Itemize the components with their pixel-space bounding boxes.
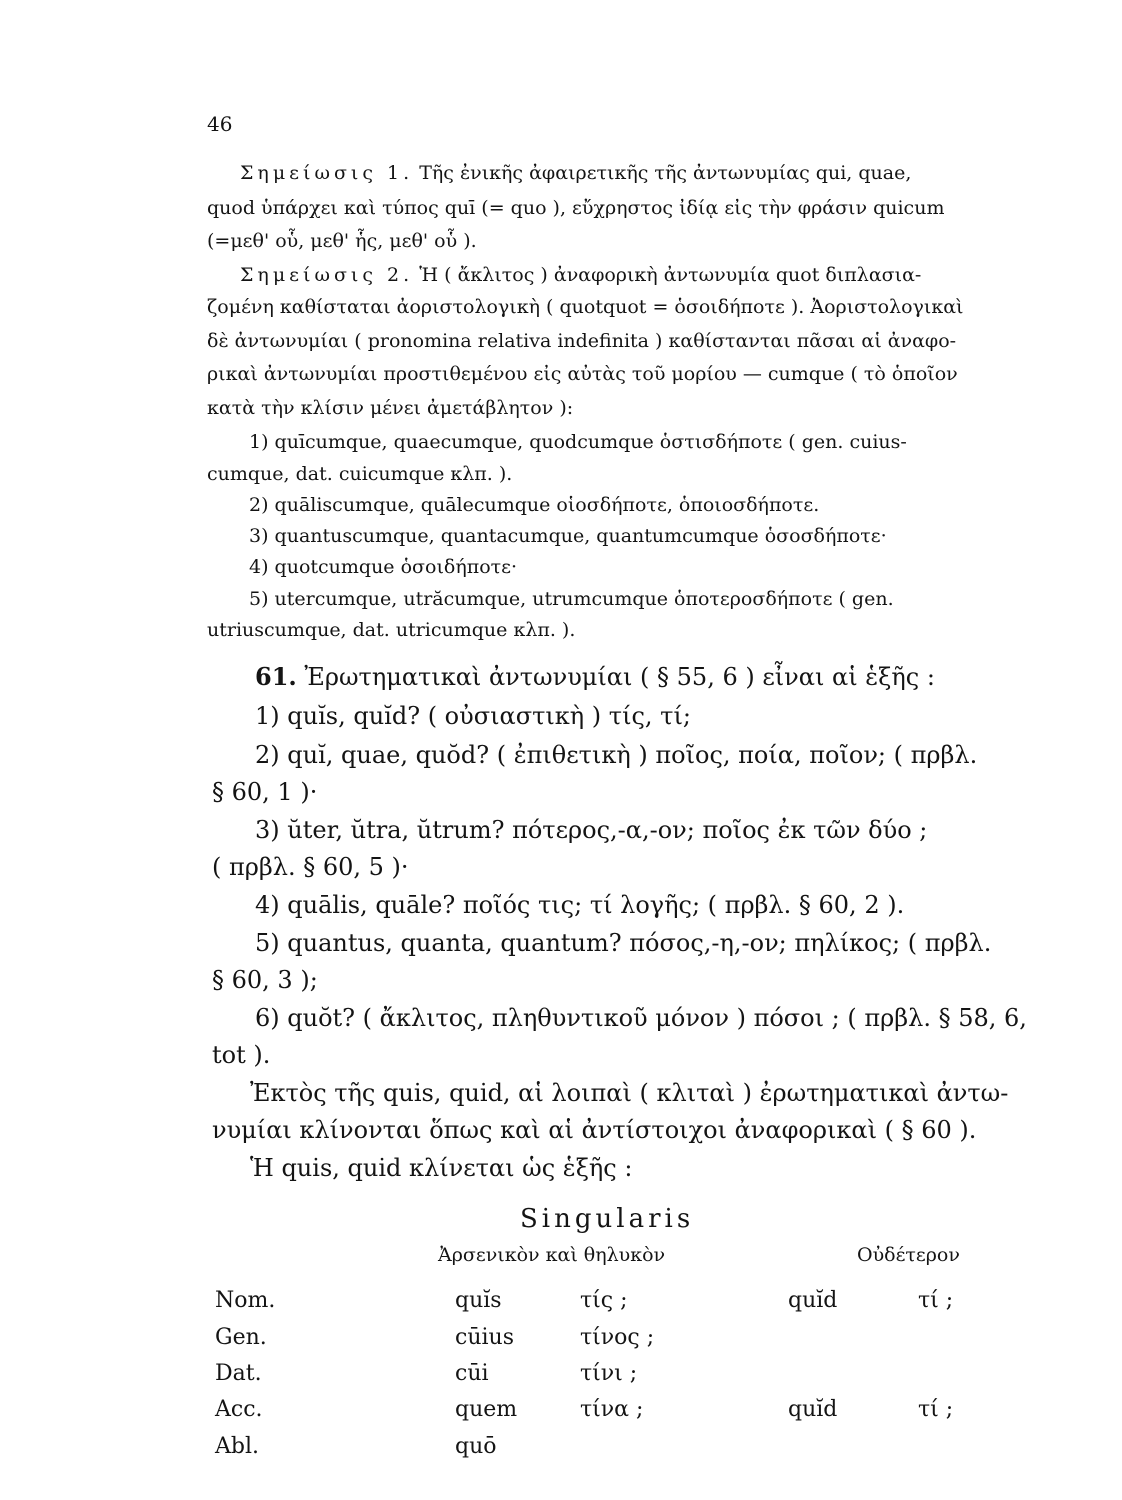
neuter-latin-form: quĭd [788, 1288, 838, 1313]
latin-form: cūius [455, 1325, 514, 1350]
note1-line-2: quod ὑπάρχει καὶ τύπος quī (= quo ), εὔχρηστος ἰδίᾳ εἰς τὴν φράσιν quicum [207, 197, 945, 219]
greek-form: τίνι ; [580, 1361, 638, 1386]
note2-line-1: Σημείωσις 2. Ἡ ( ἄκλιτος ) ἀναφορικὴ ἀντωνυμία quot διπλασια- [240, 264, 922, 286]
note1-label: Σημείωσις 1. [240, 162, 414, 184]
note1-line-1: Σημείωσις 1. Τῆς ἐνικῆς ἀφαιρετικῆς τῆς ἀντωνυμίας qui, quae, [240, 162, 912, 184]
note2-line-3: δὲ ἀντωνυμίαι ( pronomina relativa indefinita ) καθίστανται πᾶσαι αἱ ἀναφο- [207, 330, 957, 352]
greek-form: τίνα ; [580, 1397, 644, 1422]
greek-form: τίνος ; [580, 1325, 655, 1350]
latin-form: quĭs [455, 1288, 502, 1313]
note2-item-1-cont: cumque, dat. cuicumque κλπ. ). [207, 463, 513, 485]
neuter-greek-form: τί ; [918, 1288, 954, 1313]
case-label: Nom. [215, 1288, 276, 1313]
pronoun-line-3-cont: ( πρβλ. § 60, 5 )· [212, 853, 409, 881]
note2-item-5-cont: utriuscumque, dat. utricumque κλπ. ). [207, 619, 576, 641]
section-number: 61. [255, 662, 297, 691]
pronoun-line-6: 6) quŏt? ( ἄκλιτος, πληθυντικοῦ μόνον ) πόσοι ; ( πρβλ. § 58, 6, [255, 1004, 1027, 1032]
column-header-masc-fem: Ἀρσενικὸν καὶ θηλυκὸν [438, 1244, 666, 1266]
column-header-neuter: Οὐδέτερον [857, 1244, 960, 1266]
neuter-greek-form: τί ; [918, 1397, 954, 1422]
pronoun-line-2-cont: § 60, 1 )· [212, 778, 318, 806]
pronoun-line-4: 4) quālis, quāle? ποῖός τις; τί λογῆς; ( πρβλ. § 60, 2 ). [255, 891, 905, 919]
note2-item-3: 3) quantuscumque, quantacumque, quantumcumque ὁσοσδήποτε· [249, 525, 887, 547]
paragraph-line-3: Ἡ quis, quid κλίνεται ὡς ἑξῆς : [250, 1154, 633, 1182]
note2-item-1: 1) quīcumque, quaecumque, quodcumque ὁστισδήποτε ( gen. cuius- [249, 431, 907, 453]
neuter-latin-form: quĭd [788, 1397, 838, 1422]
table-title: Singularis [520, 1204, 695, 1234]
note2-item-2: 2) quāliscumque, quālecumque οἱοσδήποτε, ὁποιοσδήποτε. [249, 494, 820, 516]
note2-item-4: 4) quotcumque ὁσοιδήποτε· [249, 556, 518, 578]
paragraph-line-2: νυμίαι κλίνονται ὅπως καὶ αἱ ἀντίστοιχοι ἀναφορικαὶ ( § 60 ). [212, 1116, 977, 1144]
latin-form: quem [455, 1397, 518, 1422]
section-61-intro: 61. Ἐρωτηματικαὶ ἀντωνυμίαι ( § 55, 6 ) εἶναι αἱ ἑξῆς : [255, 662, 935, 691]
case-label: Dat. [215, 1361, 262, 1386]
note2-line-2: ζομένη καθίσταται ἀοριστολογικὴ ( quotquot = ὁσοιδήποτε ). Ἀοριστολογικαὶ [207, 296, 964, 318]
note2-item-5: 5) utercumque, utrăcumque, utrumcumque ὁποτεροσδήποτε ( gen. [249, 588, 894, 610]
pronoun-line-5-cont: § 60, 3 ); [212, 966, 318, 994]
case-label: Acc. [215, 1397, 263, 1422]
pronoun-line-2: 2) quĭ, quae, quŏd? ( ἐπιθετικὴ ) ποῖος, ποία, ποῖον; ( πρβλ. [255, 741, 978, 769]
pronoun-line-5: 5) quantus, quanta, quantum? πόσος,-η,-ον; πηλίκος; ( πρβλ. [255, 929, 992, 957]
latin-form: cūi [455, 1361, 489, 1386]
note1-line-3: (=μεθ' οὗ, μεθ' ἧς, μεθ' οὗ ). [207, 230, 477, 252]
case-label: Gen. [215, 1325, 267, 1350]
paragraph-line-1: Ἐκτὸς τῆς quis, quid, αἱ λοιπαὶ ( κλιταὶ ) ἐρωτηματικαὶ ἀντω- [250, 1079, 1009, 1107]
case-label: Abl. [215, 1434, 259, 1459]
page-number: 46 [207, 112, 233, 136]
note2-line-4: ρικαὶ ἀντωνυμίαι προστιθεμένου εἰς αὐτὰς τοῦ μορίου — cumque ( τὸ ὁποῖον [207, 363, 958, 385]
pronoun-line-6-cont: tot ). [212, 1041, 271, 1069]
note2-line-5: κατὰ τὴν κλίσιν μένει ἀμετάβλητον ): [207, 397, 574, 419]
note2-label: Σημείωσις 2. [240, 264, 414, 286]
pronoun-line-1: 1) quĭs, quĭd? ( οὐσιαστικὴ ) τίς, τί; [255, 702, 691, 730]
pronoun-line-3: 3) ŭter, ŭtra, ŭtrum? πότερος,-α,-ον; ποῖος ἐκ τῶν δύο ; [255, 816, 928, 844]
greek-form: τίς ; [580, 1288, 628, 1313]
latin-form: quō [455, 1434, 497, 1459]
